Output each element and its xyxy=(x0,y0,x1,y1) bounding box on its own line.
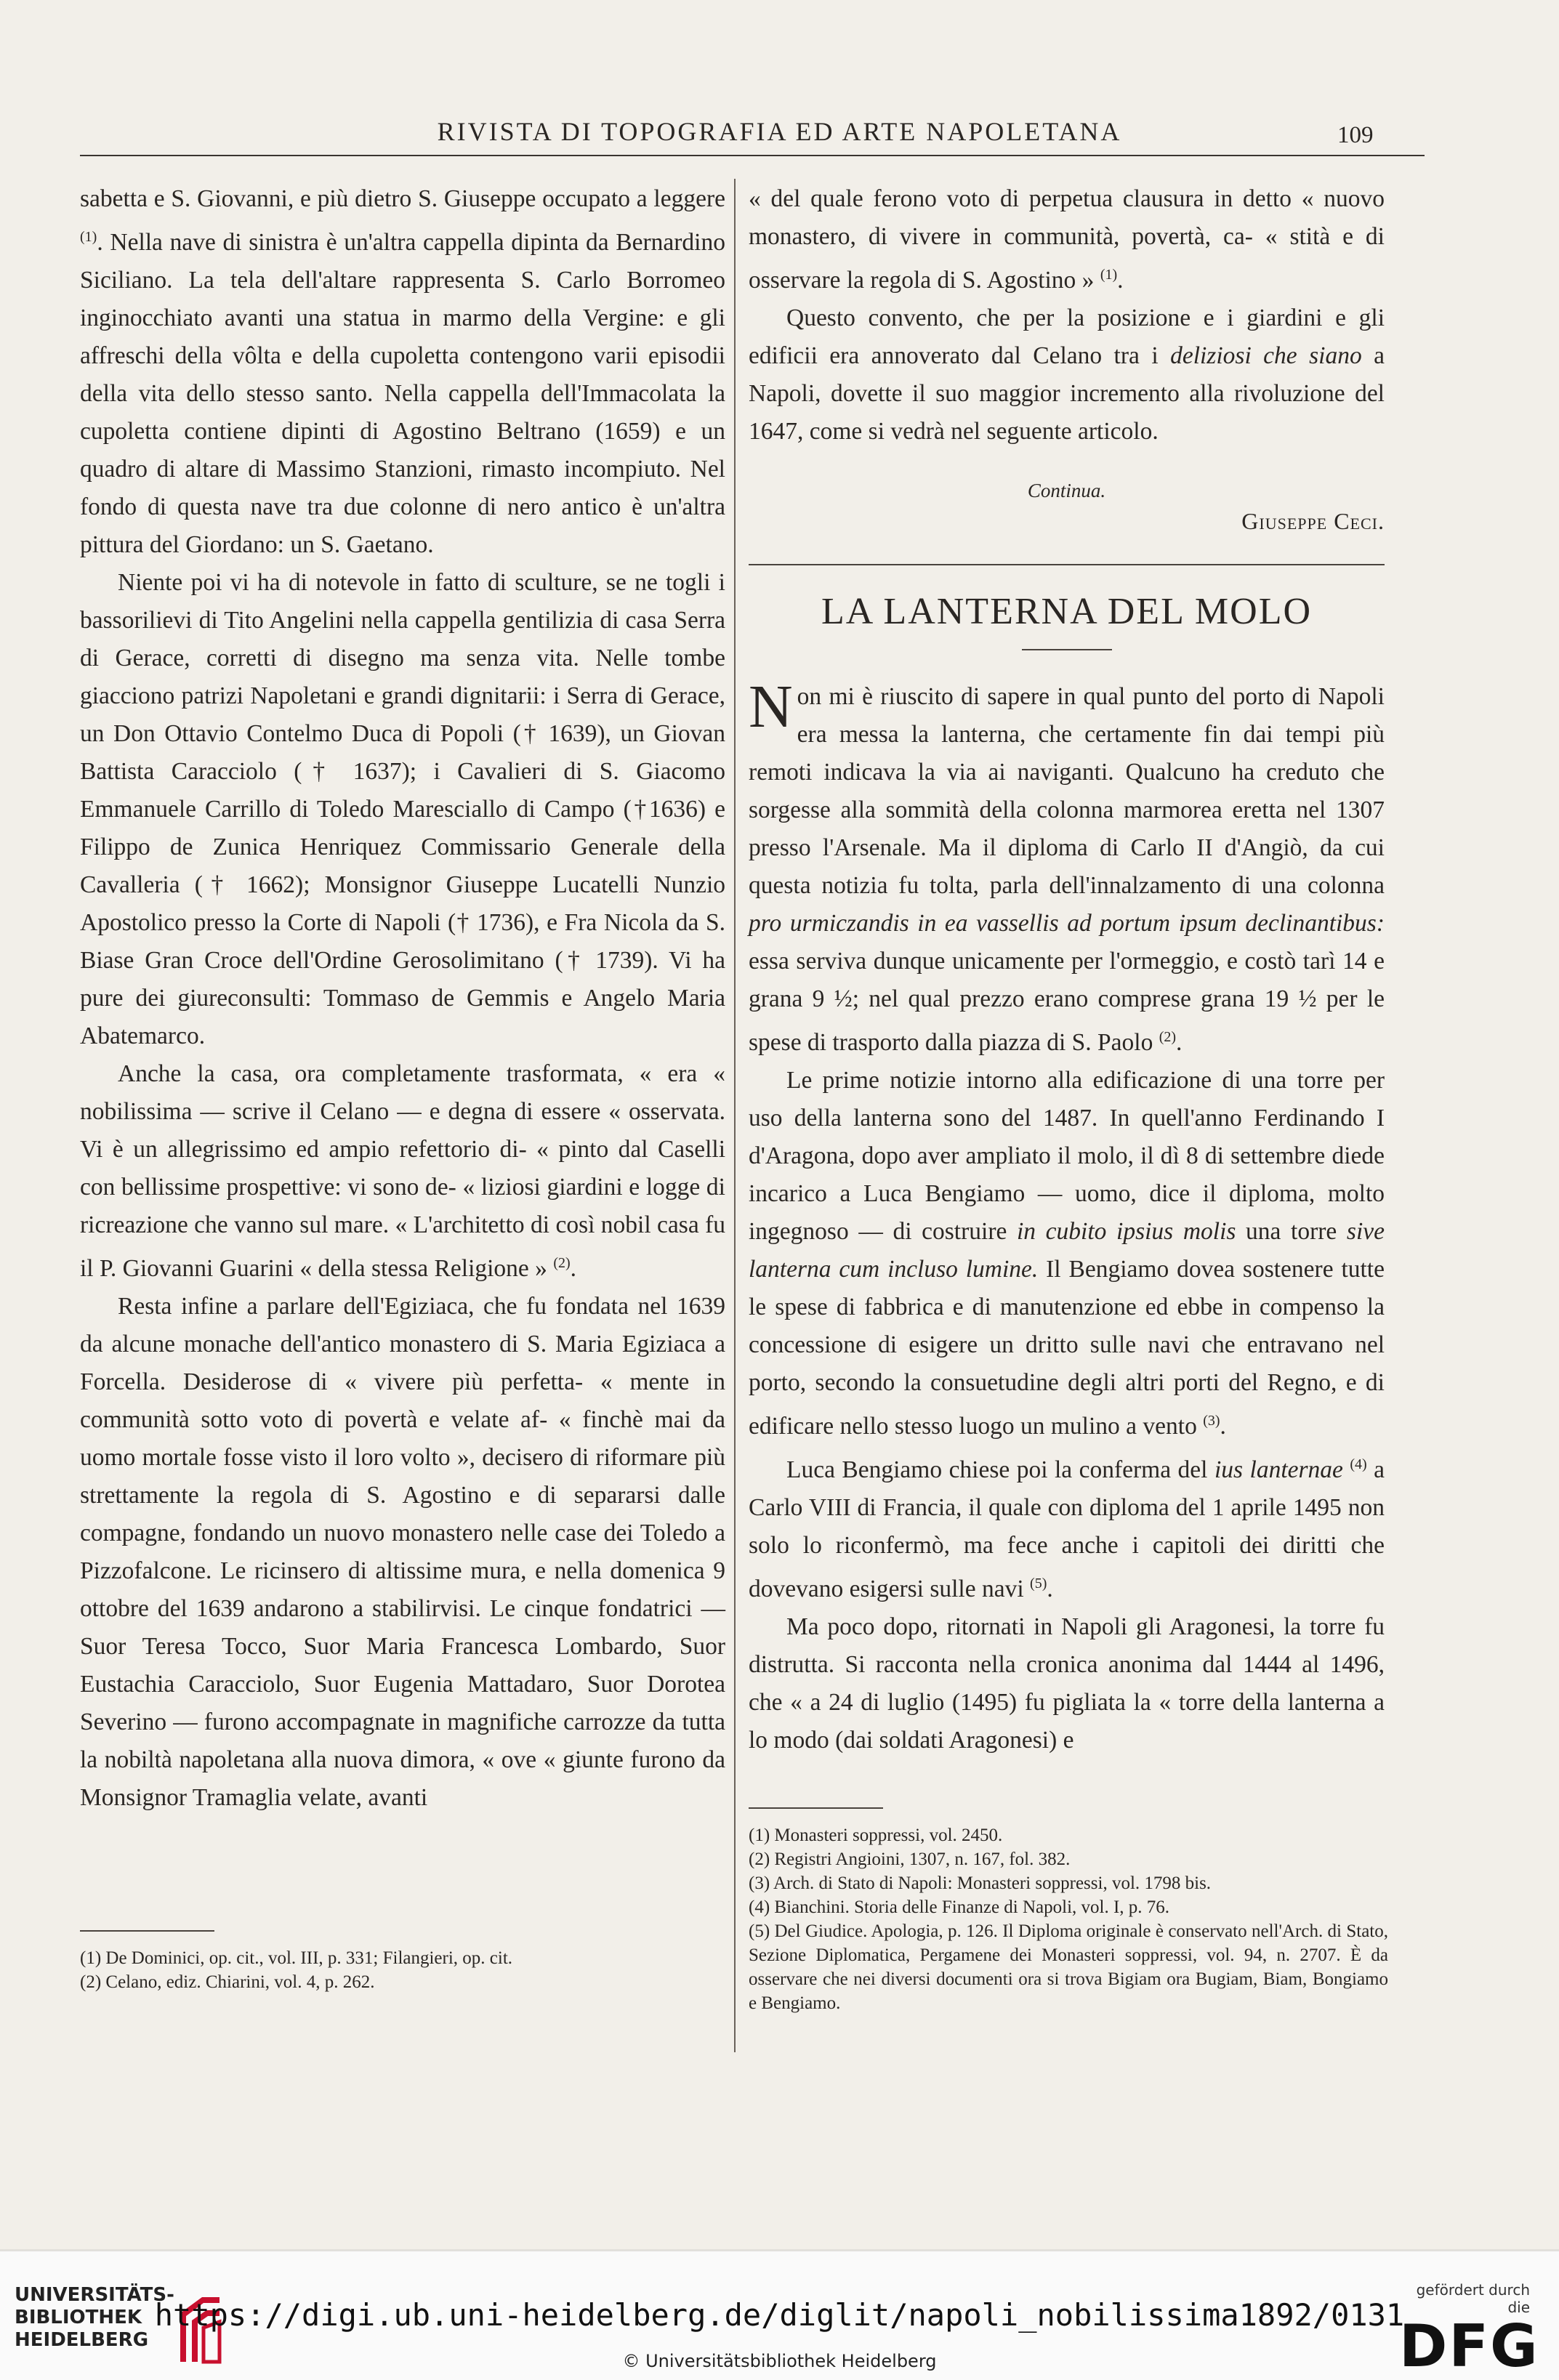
footnote-ref[interactable]: (1) xyxy=(1100,267,1118,283)
paragraph: Le prime notizie intorno alla edificazione di una torre per uso della lanterna sono del 1487. In quell'anno Ferdinando I d'Aragona, dopo aver ampliato il molo, il dì 8 di settembre diede incarico a Luca Bengiamo — uomo, dice il diploma, molto ingegnoso — di costruire in cubito ipsius molis una torre sive lanterna cum incluso lumine. Il Bengiamo dovea sostenere tutte le spese di fabbrica e di manutenzione ed ebbe in compenso la concessione di esigere un dritto sulle navi che entravano nel porto, secondo la consuetudine degli altri porti del Regno, e di edificare nello stesso luogo un mulino a vento $^{(3)}$. xyxy=(749,1067,1385,1440)
article-divider xyxy=(749,564,1385,565)
footnote-ref[interactable]: (4) xyxy=(1350,1456,1367,1472)
footnote: (1) De Dominici, op. cit., vol. III, p. 331; Filangieri, op. cit. xyxy=(80,1948,513,1968)
paragraph: Questo convento, che per la posizione e i giardini e gli edificii era annoverato dal Celano tra i deliziosi che siano a Napoli, dovette il suo maggior incremento alla rivoluzione del 1647, come si vedrà nel seguente articolo. xyxy=(749,304,1385,445)
permalink-url[interactable]: https://digi.ub.uni-heidelberg.de/diglit/napoli_nobilissima1892/0131 xyxy=(154,2297,1405,2333)
footer-divider xyxy=(0,2249,1559,2251)
footnote: (2) Registri Angioini, 1307, n. 167, fol. 382. xyxy=(749,1849,1071,1869)
viewer-footer xyxy=(0,2249,1559,2380)
paragraph: Ma poco dopo, ritornati in Napoli gli Aragonesi, la torre fu distrutta. Si racconta nella cronica anonima dal 1444 al 1496, che « a 24 di luglio (1495) fu pigliata la « torre della lanterna a lo modo (dai soldati Aragonesi) e xyxy=(749,1613,1385,1754)
drop-cap: N xyxy=(749,673,793,741)
library-logo-text: UNIVERSITÄTS- BIBLIOTHEK HEIDELBERG xyxy=(15,2284,174,2351)
footnote: (1) Monasteri soppressi, vol. 2450. xyxy=(749,1826,1003,1845)
footnote-ref[interactable]: (5) xyxy=(1030,1576,1047,1592)
footnote: (2) Celano, ediz. Chiarini, vol. 4, p. 262. xyxy=(80,1972,375,1992)
footnote: (4) Bianchini. Storia delle Finanze di Napoli, vol. I, p. 76. xyxy=(749,1897,1170,1917)
continua-note: Continua. xyxy=(1027,480,1106,501)
right-column xyxy=(749,180,1385,1759)
footnote-ref[interactable]: (2) xyxy=(553,1255,571,1271)
column-divider xyxy=(734,179,736,2052)
paragraph: « del quale ferono voto di perpetua clausura in detto « nuovo monastero, di vivere in communità, povertà, ca- « stità e di osservare la regola di S. Agostino » $^{(1)}$. xyxy=(749,185,1385,294)
dfg-logo: DFG xyxy=(1399,2312,1539,2380)
paragraph: Luca Bengiamo chiese poi la conferma del ius lanternae $^{(4)}$ a Carlo VIII di Francia, il quale con diploma del 1 aprile 1495 non solo lo riconfermò, ma fece anche i capitoli dei diritti che dovevano esigersi sulle navi $^{(5)}$. xyxy=(749,1456,1385,1602)
footnote: (3) Arch. di Stato di Napoli: Monasteri soppressi, vol. 1798 bis. xyxy=(749,1873,1212,1893)
paragraph: Niente poi vi ha di notevole in fatto di sculture, se ne togli i bassorilievi di Tito Angelini nella cappella gentilizia di casa Serra di Gerace, corretti di disegno ma senza vita. Nelle tombe giacciono patrizi Napoletani e grandi dignitarii: i Serra di Gerace, un Don Ottavio Contelmo Duca di Popoli († 1639), un Giovan Battista Caracciolo († 1637); i Cavalieri di S. Giacomo Emmanuele Carrillo di Toledo Maresciallo di Campo (†1636) e Filippo de Zunica Henriquez Commissario Generale della Cavalleria († 1662); Monsignor Giuseppe Lucatelli Nunzio Apostolico presso la Corte di Napoli († 1736), e Fra Nicola da S. Biase Gran Croce dell'Ordine Gerosolimitano († 1739). Vi ha pure dei giureconsulti: Tommaso de Gemmis e Angelo Maria Abatemarco. xyxy=(80,569,725,1049)
funding-label: gefördert durch die xyxy=(1416,2281,1530,2316)
dfg-funding[interactable] xyxy=(1399,2281,1539,2380)
footnotes-left xyxy=(80,1930,720,1994)
footnote-ref[interactable]: (2) xyxy=(1159,1029,1177,1045)
paragraph: sabetta e S. Giovanni, e più dietro S. Giuseppe occupato a leggere $^{(1)}$. Nella nave di sinistra è un'altra cappella dipinta da Bernardino Siciliano. La tela dell'altare rappresenta S. Carlo Borromeo inginocchiato avanti una statua in marmo della Vergine: e gli affreschi della vôlta e della cupoletta contengono varii episodii della vita dello stesso santo. Nella cappella dell'Immacolata la cupoletta contiene dipinti di Agostino Beltrano (1659) e un quadro di altare di Massimo Stanzioni, rimasto incompiuto. Nel fondo di questa nave tra due colonne di nero antico è un'altra pittura del Giordano: un S. Gaetano. xyxy=(80,185,725,558)
footnote: (5) Del Giudice. Apologia, p. 126. Il Diploma originale è conservato nell'Arch. di Stato, Sezione Diplomatica, Pergamene dei Monasteri soppressi, vol. 94, n. 2707. È da osservare che nei diversi documenti ora si trova Bigiam ora Bugiam, Biam, Bongiamo e Bengiamo. xyxy=(749,1921,1388,2013)
article-title: LA LANTERNA DEL MOLO xyxy=(821,591,1313,632)
copyright-notice: © Universitätsbibliothek Heidelberg xyxy=(622,2351,937,2371)
footnote-ref[interactable]: (1) xyxy=(80,229,97,245)
page-number: 109 xyxy=(1337,122,1374,148)
header-rule xyxy=(80,155,1425,156)
paragraph: Non mi è riuscito di sapere in qual punto del porto di Napoli era messa la lanterna, che certamente fin dai tempi più remoti indicava la via ai naviganti. Qualcuno ha creduto che sorgesse alla sommità della colonna marmorea eretta nel 1307 presso l'Arsenale. Ma il diploma di Carlo II d'Angiò, da cui questa notizia fu tolta, parla dell'innalzamento di una colonna pro urmiczandis in ea vassellis ad portum ipsum declinantibus: essa serviva dunque unicamente per l'ormeggio, e costò tarì 14 e grana 9 ½; nel qual prezzo erano comprese grana 19 ½ per le spese di trasporto dalla piazza di S. Paolo $^{(2)}$. xyxy=(749,673,1385,1056)
footnote-rule xyxy=(80,1930,214,1932)
paragraph: Resta infine a parlare dell'Egiziaca, che fu fondata nel 1639 da alcune monache dell'antico monastero di S. Maria Egiziaca a Forcella. Desiderose di « vivere più perfetta- « mente in communità sotto voto di povertà e velate af- « finchè mai da uomo mortale fosse visto il loro volto », decisero di riformare più strettamente la regola di S. Agostino e di separarsi dalle compagne, fondando un nuovo monastero nelle case dei Toledo a Pizzofalcone. Le ricinsero di altissime mura, e nella domenica 9 ottobre del 1639 andarono a stabilirvisi. Le cinque fondatrici — Suor Teresa Tocco, Suor Maria Francesca Lombardo, Suor Eustachia Caracciolo, Suor Eugenia Mattadaro, Suor Dorotea Severino — furono accompagnate in magnifiche carrozze da tutta la nobiltà napoletana alla nuova dimora, « ove « giunte furono da Monsignor Tramaglia velate, avanti xyxy=(80,1293,725,1811)
left-column xyxy=(80,180,725,1817)
title-underline xyxy=(1022,649,1112,650)
running-header: RIVISTA DI TOPOGRAFIA ED ARTE NAPOLETANA xyxy=(437,117,1122,146)
footnote-ref[interactable]: (3) xyxy=(1203,1413,1220,1429)
footnotes-right xyxy=(749,1807,1388,2015)
footnote-rule xyxy=(749,1807,883,1809)
author-signature: Giuseppe Ceci. xyxy=(1241,508,1385,534)
paragraph: Anche la casa, ora completamente trasformata, « era « nobilissima — scrive il Celano — e degna di essere « osservata. Vi è un allegrissimo ed ampio refettorio di- « pinto dal Caselli con bellissime prospettive: vi sono de- « liziosi giardini e logge di ricreazione che vanno sul mare. « L'architetto di così nobil casa fu il P. Giovanni Guarini « della stessa Religione » $^{(2)}$. xyxy=(80,1060,725,1282)
